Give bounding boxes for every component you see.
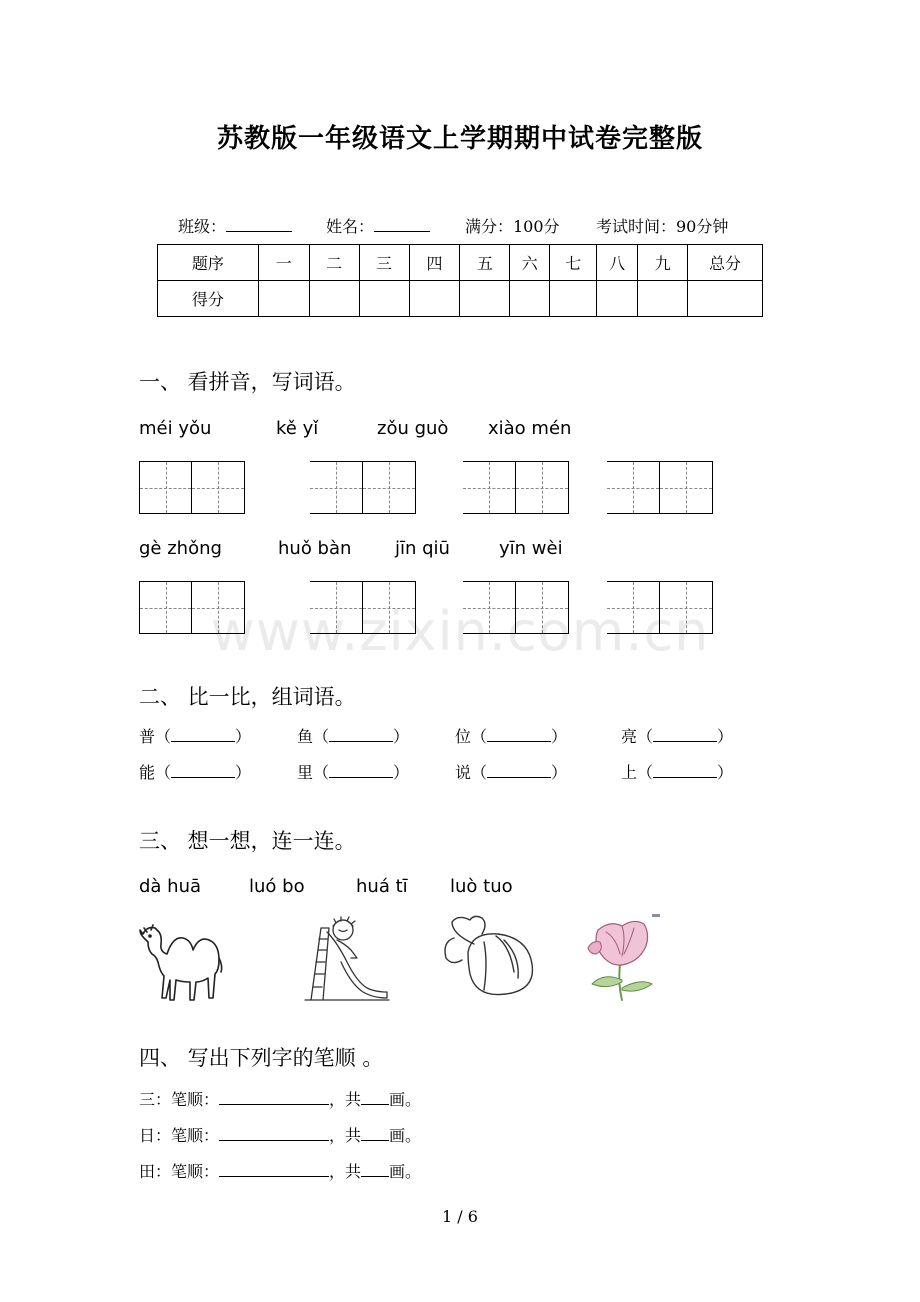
stroke-char-label: 日：笔顺： xyxy=(139,1126,220,1145)
writing-box[interactable] xyxy=(192,461,245,514)
section-2-title: 二、 比一比，组词语。 xyxy=(139,685,356,709)
pinyin-label: huá tī xyxy=(356,876,408,897)
header-cell: 题序 xyxy=(158,245,259,281)
header-cell: 七 xyxy=(550,245,597,281)
stroke-order-item xyxy=(139,1159,421,1182)
writing-box[interactable] xyxy=(607,461,660,514)
word-blank[interactable] xyxy=(329,726,393,742)
pinyin-label: yīn wèi xyxy=(499,538,563,559)
writing-box[interactable] xyxy=(660,461,713,514)
section-4-title: 四、 写出下列字的笔顺 。 xyxy=(139,1046,384,1070)
pinyin-label: huǒ bàn xyxy=(278,538,352,559)
name-label: 姓名： xyxy=(326,217,375,236)
header-cell: 四 xyxy=(409,245,460,281)
word-char: 能 xyxy=(139,763,156,782)
writing-box[interactable] xyxy=(463,461,516,514)
word-blank[interactable] xyxy=(329,762,393,778)
word-blank[interactable] xyxy=(653,762,717,778)
stroke-unit-label: 画。 xyxy=(389,1090,422,1109)
score-table xyxy=(157,244,763,317)
pinyin-label: dà huā xyxy=(139,876,202,897)
class-blank[interactable] xyxy=(226,216,292,232)
header-cell: 九 xyxy=(638,245,688,281)
section-1-title: 一、 看拼音，写词语。 xyxy=(139,370,356,394)
header-cell: 八 xyxy=(597,245,638,281)
full-score: 满分：100分 xyxy=(465,217,560,236)
score-header-row xyxy=(158,245,763,281)
section-3-title: 三、 想一想，连一连。 xyxy=(139,829,356,853)
header-cell: 六 xyxy=(510,245,550,281)
score-cell[interactable] xyxy=(359,281,409,317)
score-cell[interactable] xyxy=(409,281,460,317)
stroke-order-blank[interactable] xyxy=(219,1089,329,1105)
word-blank[interactable] xyxy=(653,726,717,742)
word-char: 亮 xyxy=(621,727,638,746)
page-number: 1 / 6 xyxy=(442,1207,478,1226)
word-item: 普（ ） xyxy=(139,727,252,746)
word-char: 说 xyxy=(455,763,472,782)
class-label: 班级： xyxy=(178,217,227,236)
stroke-char-label: 三：笔顺： xyxy=(139,1090,220,1109)
pinyin-label: gè zhǒng xyxy=(139,538,222,559)
word-item: 亮（ ） xyxy=(621,727,734,746)
stroke-order-blank[interactable] xyxy=(219,1125,329,1141)
stroke-order-blank[interactable] xyxy=(219,1161,329,1177)
flower-picture[interactable] xyxy=(580,914,664,1002)
stroke-count-blank[interactable] xyxy=(361,1089,389,1105)
writing-box[interactable] xyxy=(363,461,416,514)
word-item: 能（ ） xyxy=(139,763,252,782)
name-field xyxy=(326,214,430,237)
stroke-total-label: ，共 xyxy=(329,1162,362,1181)
score-cell[interactable] xyxy=(258,281,309,317)
stroke-count-blank[interactable] xyxy=(361,1161,389,1177)
stroke-total-label: ，共 xyxy=(329,1090,362,1109)
word-item: 里（ ） xyxy=(297,763,410,782)
header-cell: 三 xyxy=(359,245,409,281)
writing-box[interactable] xyxy=(310,461,363,514)
header-cell: 五 xyxy=(460,245,510,281)
score-row-label: 得分 xyxy=(158,281,259,317)
pinyin-label: kě yǐ xyxy=(276,418,319,439)
page-title: 苏教版一年级语文上学期期中试卷完整版 xyxy=(216,124,703,154)
stroke-unit-label: 画。 xyxy=(389,1126,422,1145)
pinyin-label: xiào mén xyxy=(488,418,572,439)
stroke-unit-label: 画。 xyxy=(389,1162,422,1181)
header-cell: 一 xyxy=(258,245,309,281)
word-item: 说（ ） xyxy=(455,763,568,782)
word-item: 上（ ） xyxy=(621,763,734,782)
writing-box[interactable] xyxy=(139,461,192,514)
pinyin-label: méi yǒu xyxy=(139,418,212,439)
exam-time: 考试时间：90分钟 xyxy=(596,217,729,236)
header-cell: 总分 xyxy=(688,245,763,281)
name-blank[interactable] xyxy=(374,216,430,232)
stroke-order-item xyxy=(139,1087,421,1110)
camel-picture[interactable] xyxy=(137,914,227,1002)
writing-box[interactable] xyxy=(516,461,569,514)
score-cell[interactable] xyxy=(597,281,638,317)
word-item: 位（ ） xyxy=(455,727,568,746)
word-blank[interactable] xyxy=(171,726,235,742)
word-char: 位 xyxy=(455,727,472,746)
class-field xyxy=(178,214,292,237)
word-char: 上 xyxy=(621,763,638,782)
stroke-char-label: 田：笔顺： xyxy=(139,1162,220,1181)
stroke-total-label: ，共 xyxy=(329,1126,362,1145)
score-row xyxy=(158,281,763,317)
score-cell[interactable] xyxy=(550,281,597,317)
pinyin-label: luò tuo xyxy=(450,876,513,897)
word-blank[interactable] xyxy=(487,762,551,778)
stroke-count-blank[interactable] xyxy=(361,1125,389,1141)
word-blank[interactable] xyxy=(171,762,235,778)
slide-picture[interactable] xyxy=(303,912,391,1002)
score-cell[interactable] xyxy=(638,281,688,317)
word-item: 鱼（ ） xyxy=(297,727,410,746)
word-char: 普 xyxy=(139,727,156,746)
pinyin-label: zǒu guò xyxy=(377,418,449,439)
score-cell[interactable] xyxy=(460,281,510,317)
word-blank[interactable] xyxy=(487,726,551,742)
score-cell[interactable] xyxy=(510,281,550,317)
watermark: www.zixin.com.cn xyxy=(210,600,710,663)
score-cell[interactable] xyxy=(309,281,359,317)
stroke-order-item xyxy=(139,1123,421,1146)
header-cell: 二 xyxy=(309,245,359,281)
pinyin-label: jīn qiū xyxy=(395,538,450,559)
word-char: 鱼 xyxy=(297,727,314,746)
radish-picture[interactable] xyxy=(440,914,538,998)
score-cell[interactable] xyxy=(688,281,763,317)
pinyin-label: luó bo xyxy=(249,876,305,897)
word-char: 里 xyxy=(297,763,314,782)
